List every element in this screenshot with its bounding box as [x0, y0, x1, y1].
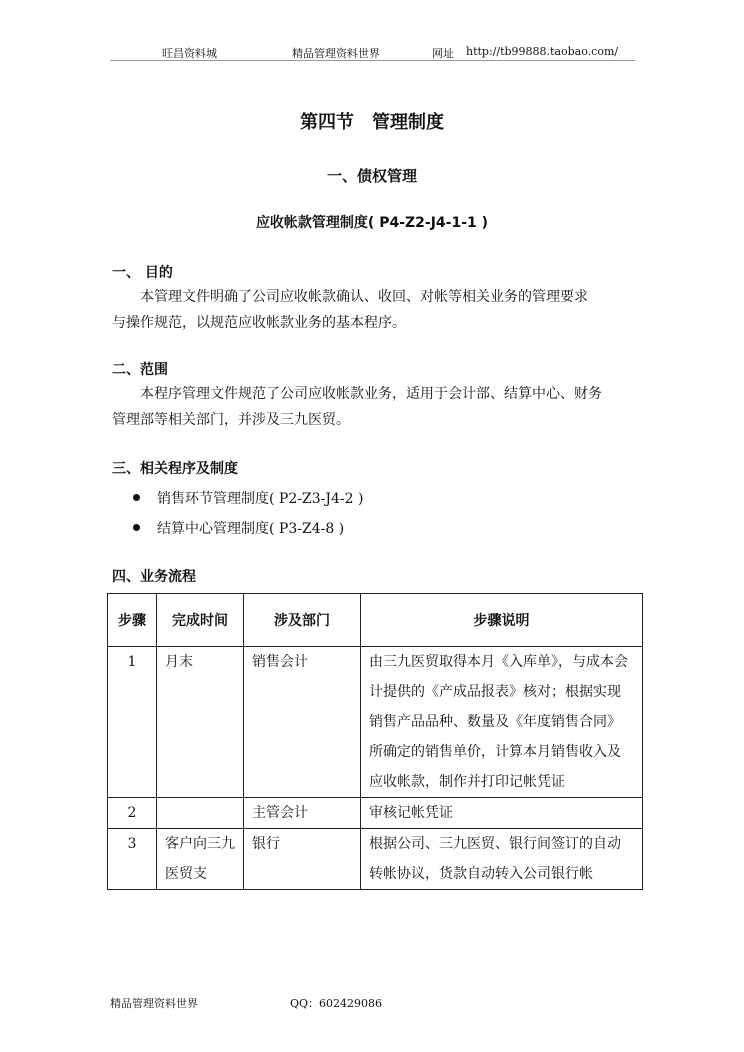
flow-table — [107, 593, 643, 890]
related-item-2-text: 结算中心管理制度( P3-Z4-8 ) — [157, 521, 345, 537]
row-2-time — [157, 798, 244, 829]
row-3-step: 3 — [108, 829, 157, 890]
table-header-row — [108, 594, 643, 647]
row-2-step: 2 — [108, 798, 157, 829]
row-3-time: 客户向三九医贸支 — [157, 829, 244, 890]
row-1-step: 1 — [108, 647, 157, 798]
bullet-icon — [133, 494, 140, 501]
row-3-dept: 银行 — [244, 829, 361, 890]
row-2-desc: 审核记帐凭证 — [361, 798, 643, 829]
scope-heading: 二、范围 — [112, 362, 168, 378]
scope-line-2: 管理部等相关部门，并涉及三九医贸。 — [112, 412, 350, 428]
col-step: 步骤 — [108, 594, 157, 647]
scope-line-1: 本程序管理文件规范了公司应收帐款业务，适用于会计部、结算中心、财务 — [140, 386, 602, 402]
related-heading: 三、相关程序及制度 — [112, 461, 238, 477]
purpose-line-1: 本管理文件明确了公司应收帐款确认、收回、对帐等相关业务的管理要求 — [140, 289, 588, 305]
footer-qq: QQ：602429086 — [290, 997, 383, 1010]
col-desc: 步骤说明 — [361, 594, 643, 647]
row-3-desc: 根据公司、三九医贸、银行间签订的自动转帐协议，货款自动转入公司银行帐 — [361, 829, 643, 890]
related-item-1-text: 销售环节管理制度( P2-Z3-J4-2 ) — [157, 491, 364, 507]
header-world: 精品管理资料世界 — [292, 47, 380, 60]
related-item-1 — [133, 488, 363, 508]
row-1-time: 月末 — [157, 647, 244, 798]
page-title: 第四节 管理制度 — [300, 112, 444, 133]
bullet-icon — [133, 524, 140, 531]
row-1-dept: 销售会计 — [244, 647, 361, 798]
row-1-desc: 由三九医贸取得本月《入库单》，与成本会计提供的《产成品报表》核对；根据实现销售产品品种、数量及《年度销售合同》所确定的销售单价，计算本月销售收入及应收帐款，制作并打印记帐凭证 — [361, 647, 643, 798]
col-dept: 涉及部门 — [244, 594, 361, 647]
footer-left: 精品管理资料世界 — [110, 997, 198, 1010]
section-title: 一、债权管理 — [326, 167, 417, 185]
header-url[interactable]: http://tb99888.taobao.com/ — [466, 45, 619, 58]
table-row — [108, 647, 643, 798]
header-url-label: 网址 — [432, 47, 454, 60]
document-title: 应收帐款管理制度( P4-Z2-J4-1-1 ) — [255, 215, 489, 231]
table-row — [108, 829, 643, 890]
row-2-dept: 主管会计 — [244, 798, 361, 829]
table-row — [108, 798, 643, 829]
header-divider — [110, 60, 635, 61]
purpose-heading: 一、 目的 — [112, 265, 173, 281]
header-shop-name: 旺昌资料城 — [162, 47, 217, 60]
flow-heading: 四、业务流程 — [112, 569, 196, 585]
purpose-line-2: 与操作规范，以规范应收帐款业务的基本程序。 — [112, 315, 406, 331]
col-time: 完成时间 — [157, 594, 244, 647]
related-item-2 — [133, 518, 344, 538]
